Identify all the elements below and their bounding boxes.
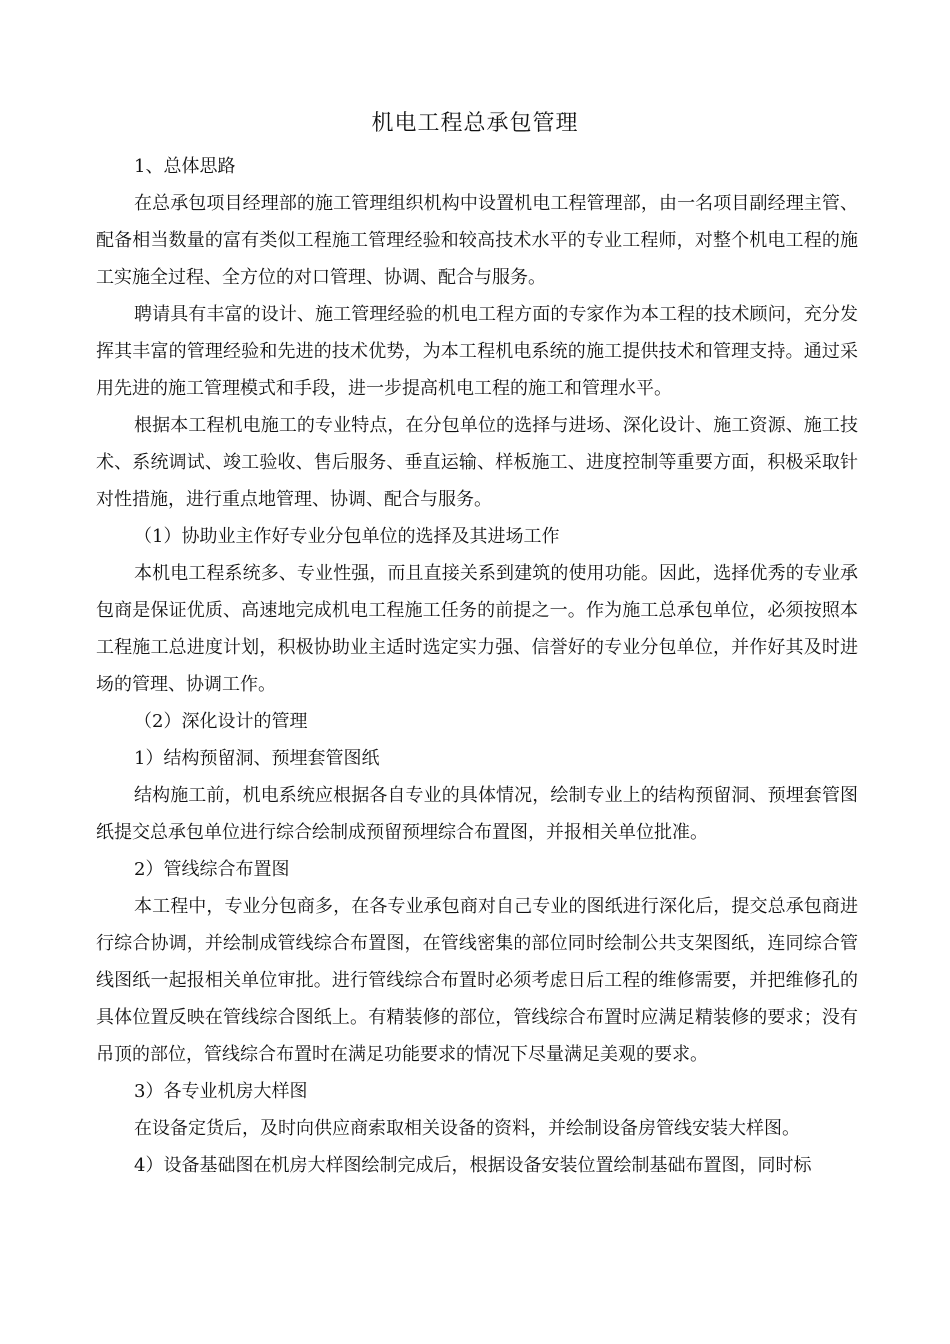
subsection-heading-deepening-design: （2）深化设计的管理 [134,711,308,732]
section-heading-overall-approach: 1、总体思路 [134,156,236,177]
paragraph: 本工程中，专业分包商多，在各专业承包商对自己专业的图纸进行深化后，提交总承包商进行综合协调，并绘制成管线综合布置图，在管线密集的部位同时绘制公共支架图纸，连同综合管线图纸一起报相关单位审批。进行管线综合布置时必须考虑日后工程的维修需要，并把维修孔的具体位置反映在管线综合图纸上。有精装修的部位，管线综合布置时应满足精装修的要求；没有吊顶的部位，管线综合布置时在满足功能要求的情况下尽量满足美观的要求。 [96,896,858,1065]
paragraph: 在设备定货后，及时向供应商索取相关设备的资料，并绘制设备房管线安装大样图。 [134,1118,800,1139]
paragraph: 在总承包项目经理部的施工管理组织机构中设置机电工程管理部，由一名项目副经理主管、配备相当数量的富有类似工程施工管理经验和较高技术水平的专业工程师，对整个机电工程的施工实施全过程、全方位的对口管理、协调、配合与服务。 [96,193,858,288]
document-body [96,148,858,1184]
paragraph: 根据本工程机电施工的专业特点，在分包单位的选择与进场、深化设计、施工资源、施工技术、系统调试、竣工验收、售后服务、垂直运输、样板施工、进度控制等重要方面，积极采取针对性措施，进行重点地管理、协调、配合与服务。 [96,415,858,510]
paragraph: 聘请具有丰富的设计、施工管理经验的机电工程方面的专家作为本工程的技术顾问，充分发挥其丰富的管理经验和先进的技术优势，为本工程机电系统的施工提供技术和管理支持。通过采用先进的施工管理模式和手段，进一步提高机电工程的施工和管理水平。 [96,304,858,399]
document-title: 机电工程总承包管理 [371,111,579,136]
item-heading-machine-room-details: 3）各专业机房大样图 [134,1081,308,1102]
paragraph: 结构施工前，机电系统应根据各自专业的具体情况，绘制专业上的结构预留洞、预埋套管图纸提交总承包单位进行综合绘制成预留预埋综合布置图，并报相关单位批准。 [96,785,858,843]
item-heading-equipment-foundation: 4）设备基础图在机房大样图绘制完成后，根据设备安装位置绘制基础布置图，同时标 [134,1155,812,1176]
paragraph: 本机电工程系统多、专业性强，而且直接关系到建筑的使用功能。因此，选择优秀的专业承包商是保证优质、高速地完成机电工程施工任务的前提之一。作为施工总承包单位，必须按照本工程施工总进度计划，积极协助业主适时选定实力强、信誉好的专业分包单位，并作好其及时进场的管理、协调工作。 [96,563,858,695]
item-heading-reserved-holes: 1）结构预留洞、预埋套管图纸 [134,748,380,769]
subsection-heading-subcontractor-selection: （1）协助业主作好专业分包单位的选择及其进场工作 [134,526,560,547]
item-heading-pipeline-layout: 2）管线综合布置图 [134,859,290,880]
